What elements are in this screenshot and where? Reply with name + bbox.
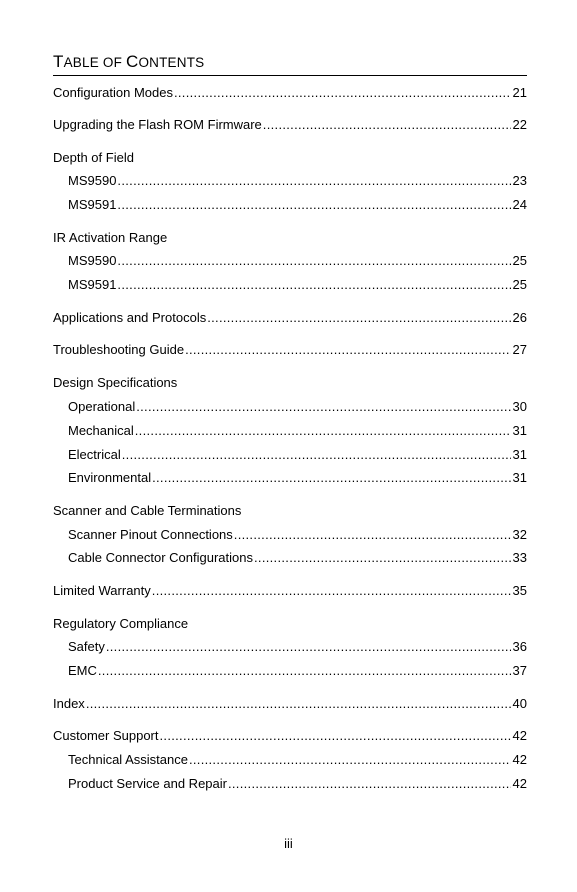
dot-leader — [117, 172, 510, 190]
dot-leader — [254, 549, 511, 567]
toc-page-number: 32 — [512, 527, 527, 542]
toc-entry-emc[interactable] — [68, 662, 527, 680]
dot-leader — [136, 398, 510, 416]
toc-entry-applications-protocols[interactable] — [53, 309, 527, 327]
toc-page-number: 21 — [512, 85, 527, 100]
toc-page-number: 24 — [512, 197, 527, 212]
dot-leader — [117, 252, 510, 270]
toc-entry-label: Electrical — [68, 447, 121, 462]
toc-entry-label: Product Service and Repair — [68, 776, 227, 791]
title-initial-t: T — [53, 52, 64, 71]
toc-page-number: 40 — [512, 696, 527, 711]
dot-leader — [135, 422, 511, 440]
toc-entry-index[interactable] — [53, 695, 527, 713]
dot-leader — [185, 341, 510, 359]
toc-entry-environmental[interactable] — [68, 469, 527, 487]
toc-page-number: 31 — [512, 447, 527, 462]
dot-leader — [174, 84, 511, 102]
toc-page-number: 23 — [512, 173, 527, 188]
page-number-footer: iii — [284, 836, 293, 851]
toc-heading-design-specifications: Design Specifications — [53, 375, 178, 390]
toc-entry-technical-assistance[interactable] — [68, 751, 527, 769]
toc-entry-operational[interactable] — [68, 398, 527, 416]
toc-entry-label: Scanner Pinout Connections — [68, 527, 233, 542]
toc-page-number: 37 — [512, 663, 527, 678]
toc-entry-troubleshooting-guide[interactable] — [53, 341, 527, 359]
toc-page-number: 25 — [512, 253, 527, 268]
toc-page-number: 30 — [512, 399, 527, 414]
toc-page-number: 31 — [512, 423, 527, 438]
toc-page-number: 33 — [512, 550, 527, 565]
title-rest-able-of: ABLE OF — [63, 55, 126, 70]
toc-entry-label: Mechanical — [68, 423, 134, 438]
dot-leader — [152, 469, 510, 487]
toc-entry-label: Index — [53, 696, 85, 711]
toc-entry-label: Configuration Modes — [53, 85, 173, 100]
toc-entry-label: Troubleshooting Guide — [53, 342, 185, 357]
dot-leader — [106, 638, 511, 656]
toc-page-number: 27 — [512, 342, 527, 357]
toc-entry-dof-ms9591[interactable] — [68, 196, 527, 214]
toc-entry-label: Cable Connector Configurations — [68, 550, 253, 565]
dot-leader — [234, 526, 511, 544]
toc-entry-ir-ms9590[interactable] — [68, 252, 527, 270]
dot-leader — [228, 775, 511, 793]
dot-leader — [117, 276, 510, 294]
toc-entry-label: Operational — [68, 399, 136, 414]
toc-page-number: 22 — [512, 117, 527, 132]
toc-entry-mechanical[interactable] — [68, 422, 527, 440]
dot-leader — [122, 446, 511, 464]
title-rest-ontents: ONTENTS — [138, 55, 205, 70]
toc-entry-scanner-pinout[interactable] — [68, 526, 527, 544]
toc-entry-label: Upgrading the Flash ROM Firmware — [53, 117, 262, 132]
dot-leader — [86, 695, 511, 713]
toc-entry-upgrading-firmware[interactable] — [53, 116, 527, 134]
dot-leader — [152, 582, 511, 600]
toc-entry-ir-ms9591[interactable] — [68, 276, 527, 294]
toc-heading-depth-of-field: Depth of Field — [53, 150, 134, 165]
toc-page-number: 26 — [512, 310, 527, 325]
toc-entry-label: Limited Warranty — [53, 583, 151, 598]
dot-leader — [117, 196, 510, 214]
toc-page-number: 36 — [512, 639, 527, 654]
toc-page-number: 42 — [512, 728, 527, 743]
toc-entry-label: MS9591 — [68, 197, 117, 212]
toc-entry-customer-support[interactable] — [53, 727, 527, 745]
dot-leader — [207, 309, 510, 327]
toc-entry-dof-ms9590[interactable] — [68, 172, 527, 190]
dot-leader — [98, 662, 511, 680]
toc-entry-label: EMC — [68, 663, 97, 678]
title-initial-c: C — [125, 52, 139, 71]
toc-entry-configuration-modes[interactable] — [53, 84, 527, 102]
toc-entry-label: Technical Assistance — [68, 752, 188, 767]
toc-entry-label: Customer Support — [53, 728, 159, 743]
page-title — [53, 52, 527, 76]
toc-page-number: 25 — [512, 277, 527, 292]
toc-page-number: 42 — [512, 776, 527, 791]
toc-entry-cable-connector[interactable] — [68, 549, 527, 567]
toc-page-number: 35 — [512, 583, 527, 598]
toc-entry-label: MS9590 — [68, 253, 117, 268]
toc-entry-limited-warranty[interactable] — [53, 582, 527, 600]
toc-heading-ir-activation-range: IR Activation Range — [53, 230, 168, 245]
toc-entry-label: Applications and Protocols — [53, 310, 207, 325]
toc-entry-label: MS9591 — [68, 277, 117, 292]
toc-entry-electrical[interactable] — [68, 446, 527, 464]
toc-heading-scanner-cable-terminations: Scanner and Cable Terminations — [53, 503, 242, 518]
toc-entry-product-service-repair[interactable] — [68, 775, 527, 793]
toc-entry-label: Environmental — [68, 470, 152, 485]
toc-entry-label: Safety — [68, 639, 105, 654]
dot-leader — [263, 116, 511, 134]
toc-entry-label: MS9590 — [68, 173, 117, 188]
dot-leader — [189, 751, 511, 769]
toc-heading-regulatory-compliance: Regulatory Compliance — [53, 616, 189, 631]
dot-leader — [160, 727, 511, 745]
toc-entry-safety[interactable] — [68, 638, 527, 656]
toc-page-number: 31 — [512, 470, 527, 485]
toc-page-number: 42 — [512, 752, 527, 767]
